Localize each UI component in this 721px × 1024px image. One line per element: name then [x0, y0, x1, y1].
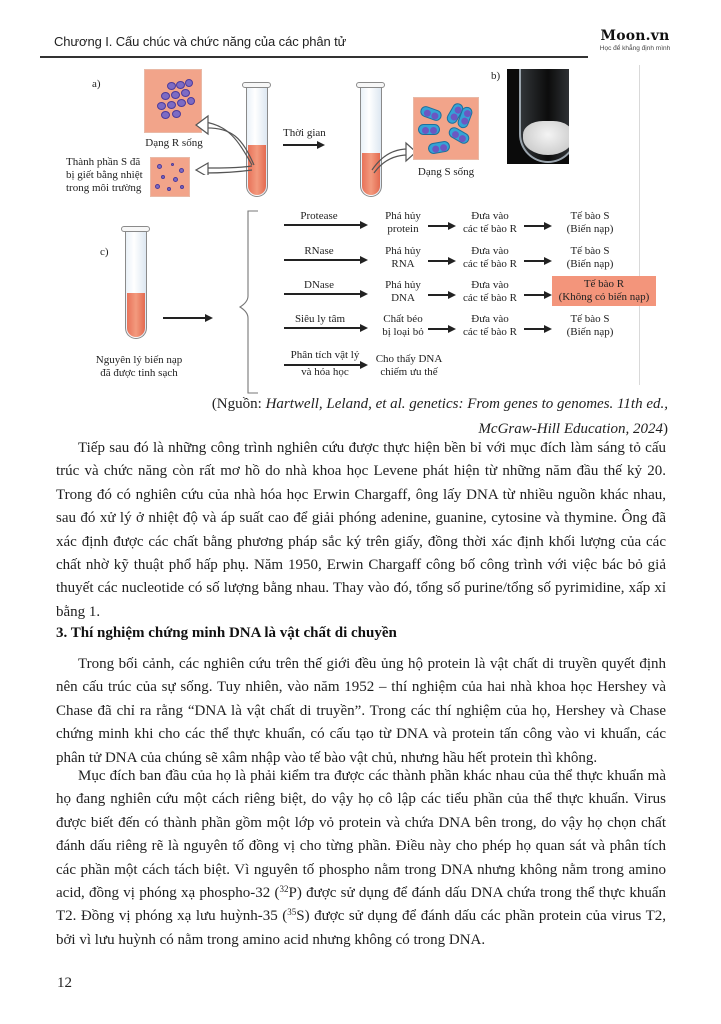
- line: (Biến nạp): [566, 258, 614, 270]
- line: Tế bào R: [583, 278, 625, 290]
- treatment-ultracentrifuge: Siêu ly tâm: [294, 313, 346, 325]
- line: (Biến nạp): [566, 223, 614, 235]
- paragraph-chargaff: Tiếp sau đó là những công trình nghiên cứu được thực hiện bền bỉ với mục đích làm sáng tỏ cấu trúc và chức năng còn rất mơ hồ do nhà khoa học Levene phát hiện từ những năm đầu thế kỷ 20. Trong đó có nghiên cứu của nhà hóa học Erwin Chargaff, ông lấy DNA từ nhiều nguồn khác nhau, sau đó xử lý ở nhiệt độ và áp suất cao để giải phóng adenine, guanine, cytosine và thymine. Ông đã xác định được các chất bằng phương pháp sắc ký trên giấy, đồng thời xác định khối lượng của các chất nhờ kỹ thuật phổ hấp phụ. Năm 1950, Erwin Chargaff công bố công trình với việc bác bỏ giả thuyết các nucleotide có số lượng bằng nhau. Thay vào đó, tổng số purine/tổng số pyrimidine, xấp xỉ bằng 1.: [56, 440, 666, 620]
- line: Tế bào S: [570, 313, 610, 325]
- line: RNA: [391, 258, 415, 270]
- brand-logo: [580, 28, 690, 52]
- caption-line: đã được tinh sạch: [100, 367, 178, 379]
- line: Tế bào S: [570, 210, 610, 222]
- step-text: [454, 313, 526, 339]
- brand-slogan: Học để khẳng định mình: [599, 45, 671, 52]
- panel-c-label: c): [100, 246, 109, 258]
- superscript-32: 32: [279, 884, 289, 895]
- source-citation-1: Hartwell, Leland, et al. genetics: From genes to genomes. 11th ed.,: [265, 396, 668, 412]
- step-text: [454, 245, 526, 271]
- paragraph-isotopes: [56, 765, 666, 952]
- s-live-cells-image: [413, 97, 479, 160]
- s-killed-caption-line: bị giết bằng nhiệt: [66, 169, 143, 181]
- r-live-caption: Dạng R sống: [145, 137, 203, 149]
- treatment-protease: Protease: [300, 210, 338, 222]
- s-killed-caption-line: Thành phần S đã: [66, 156, 141, 168]
- brand-name: Moon.vn: [600, 28, 670, 44]
- line: bị loại bỏ: [382, 326, 424, 338]
- line: Phân tích vật lý: [290, 349, 360, 361]
- treatment-dnase: DNase: [304, 279, 334, 291]
- row-arrow-icon: [428, 225, 454, 227]
- line: các tế bào R: [462, 258, 518, 270]
- griffith-avery-figure: [40, 60, 650, 388]
- row-arrow-icon: [524, 294, 550, 296]
- line: Chất béo: [383, 313, 423, 325]
- line: chiếm ưu thế: [380, 366, 438, 378]
- result-text-highlighted: [552, 278, 656, 304]
- line: Phá hủy: [385, 279, 421, 291]
- line: Phá hủy: [385, 210, 421, 222]
- effect-text: [373, 210, 433, 236]
- line: (Không có biến nạp): [558, 291, 650, 303]
- text-span: P) được sử dụng để đánh dấu DNA chứa trong thể thực khuẩn T2. Đồng vị phóng xạ lưu huỳnh-35 (: [56, 885, 667, 925]
- caption-line: Nguyên lý biến nạp: [95, 354, 183, 366]
- effect-text: [373, 245, 433, 271]
- page-header: [40, 24, 690, 58]
- curly-bracket-icon: [236, 210, 260, 395]
- superscript-35: 35: [287, 907, 297, 918]
- source-citation-2: McGraw-Hill Education, 2024: [478, 421, 663, 437]
- paragraph-hershey-chase: Trong bối cảnh, các nghiên cứu trên thế giới đều ủng hộ protein là vật chất di truyền quyết định nên cấu trúc của sự sống. Tuy nhiên, vào năm 1952 – thí nghiệm của hai nhà khoa học Hershey và Chase đã chỉ ra rằng “DNA là vật chất di truyền”. Trong các thí nghiệm của họ, Hershey và Chase chứng minh khi cho các thể thực khuẩn, có cấu tạo từ DNA và protein tấn công vào vi khuẩn, các phân tử DNA của chúng sẽ xâm nhập vào tế bào vật chủ, nhưng hầu hết protein thì không.: [56, 656, 666, 766]
- dna-powder-photo: [507, 69, 569, 164]
- effect-text: [373, 279, 433, 305]
- source-prefix: (Nguồn:: [211, 396, 266, 412]
- purified-tube-caption: [84, 354, 194, 380]
- header-rule: [40, 56, 588, 58]
- line: Đưa vào: [471, 210, 509, 222]
- time-label: Thời gian: [283, 127, 326, 139]
- line: DNA: [391, 292, 415, 304]
- row-arrow-icon: [284, 259, 366, 261]
- row-arrow-icon: [284, 327, 366, 329]
- result-text: [545, 210, 635, 236]
- effect-text: [373, 313, 433, 339]
- panel-b-label: b): [491, 70, 501, 82]
- to-bracket-arrow-icon: [163, 317, 211, 319]
- step-text: [454, 210, 526, 236]
- line: và hóa học: [301, 366, 349, 378]
- line: các tế bào R: [462, 223, 518, 235]
- line: Cho thấy DNA: [375, 353, 443, 365]
- row-arrow-icon: [428, 260, 454, 262]
- s-live-caption: Dạng S sống: [417, 166, 475, 178]
- time-arrow-icon: [283, 144, 323, 146]
- page-number: 12: [57, 975, 72, 991]
- s-killed-caption: [66, 156, 143, 195]
- row-arrow-icon: [284, 224, 366, 226]
- treatment-rnase: RNase: [304, 245, 334, 257]
- text-span: Mục đích ban đầu của họ là phải kiểm tra được các thành phần khác nhau của thể thực khuẩn mà họ đang nghiên cứu một cách riêng biệt, do vậy họ cô lập các tiểu phần của thể thực khuẩn. Virus được biết đến có thành phần gồm một lớp vỏ protein và chứa DNA bên trong, do vậy họ chọn chất đánh dấu riêng rẽ là nguyên tố đồng vị cho từng phần. Điều này cho phép họ quan sát và phân tích các phần một cách tách biệt. Vì nguyên tố phospho nằm trong DNA nhưng không nằm trong amino acid, đồng vị phóng xạ phospho-32 (: [56, 768, 666, 902]
- section-heading: 3. Thí nghiệm chứng minh DNA là vật chất di chuyền: [56, 625, 397, 641]
- curved-arrows-icon: [188, 80, 258, 175]
- step-text: [454, 279, 526, 305]
- s-killed-cells-image: [150, 157, 190, 197]
- line: Đưa vào: [471, 279, 509, 291]
- effect-text: [368, 353, 450, 379]
- line: Đưa vào: [471, 245, 509, 257]
- source-suffix: ): [663, 421, 668, 437]
- row-arrow-icon: [428, 328, 454, 330]
- panel-a-label: a): [92, 78, 101, 90]
- line: Phá hủy: [385, 245, 421, 257]
- line: Tế bào S: [570, 245, 610, 257]
- line: các tế bào R: [462, 326, 518, 338]
- row-arrow-icon: [284, 293, 366, 295]
- figure-source: [60, 392, 668, 442]
- figure-divider: [639, 65, 640, 385]
- line: protein: [387, 223, 419, 235]
- test-tube-purified: [125, 231, 147, 339]
- s-killed-caption-line: trong môi trường: [66, 182, 142, 194]
- line: (Biến nạp): [566, 326, 614, 338]
- result-text: [545, 313, 635, 339]
- row-arrow-icon: [428, 294, 454, 296]
- chapter-title: Chương I. Cấu chúc và chức năng của các phân tử: [54, 34, 347, 49]
- row-arrow-icon: [284, 364, 366, 366]
- line: các tế bào R: [462, 292, 518, 304]
- text-span: S) được sử dụng để đánh dấu các phần protein của virus T2, bởi vì lưu huỳnh có nằm trong amino acid nhưng không có trong DNA.: [56, 908, 666, 948]
- result-text: [545, 245, 635, 271]
- line: Đưa vào: [471, 313, 509, 325]
